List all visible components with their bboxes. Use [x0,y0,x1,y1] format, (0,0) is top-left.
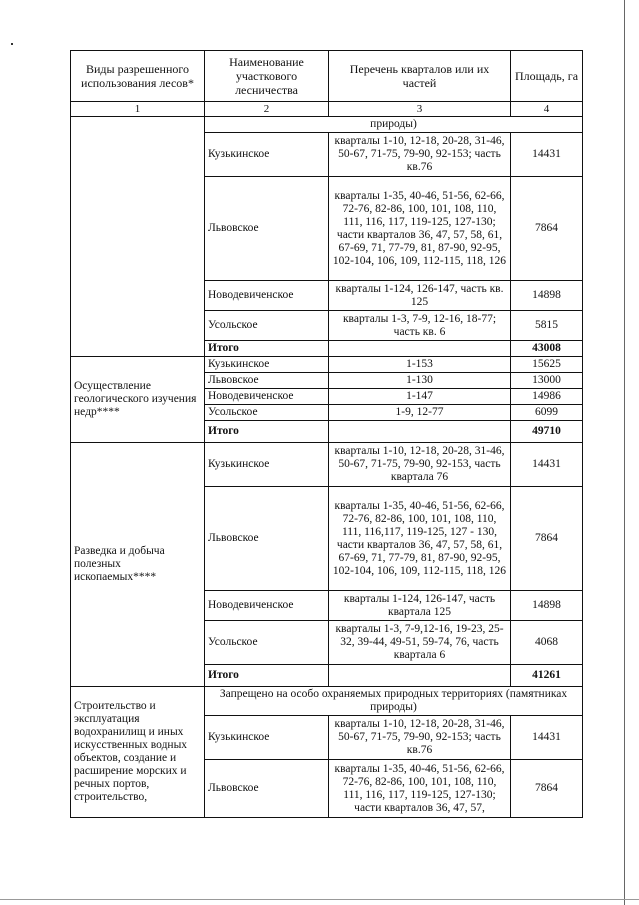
quarters-list: 1-153 [329,357,511,373]
quarters-list: 1-9, 12-77 [329,405,511,421]
forestry-name: Кузькинское [205,133,329,177]
table-row [71,443,583,487]
total-label: Итого [205,665,329,687]
area-value: 14898 [511,281,583,311]
area-value: 7864 [511,487,583,591]
header-use-type: Виды разрешенного использования лесов* [71,51,205,102]
forest-use-table [70,50,583,818]
column-number: 1 [71,102,205,117]
use-type-cell: Разведка и добыча полезных ископаемых**** [71,443,205,687]
quarters-list: кварталы 1-10, 12-18, 20-28, 31-46, 50-67, 71-75, 79-90, 92-153; часть кв.76 [329,716,511,760]
use-type-cell: Строительство и эксплуатация водохранилищ и иных искусственных водных объектов, создание и расширение морских и речных портов, строительство, [71,687,205,818]
area-value: 5815 [511,311,583,341]
forestry-name: Усольское [205,405,329,421]
empty-cell [329,421,511,443]
header-row [71,51,583,102]
empty-cell [329,341,511,357]
quarters-list: кварталы 1-10, 12-18, 20-28, 31-46, 50-67, 71-75, 79-90, 92-153, часть квартала 76 [329,443,511,487]
forestry-name: Новодевиченское [205,389,329,405]
quarters-list: кварталы 1-3, 7-9, 12-16, 18-77; часть кв. 6 [329,311,511,341]
quarters-list: кварталы 1-10, 12-18, 20-28, 31-46, 50-67, 71-75, 79-90, 92-153; часть кв.76 [329,133,511,177]
area-value: 14898 [511,591,583,621]
quarters-list: 1-130 [329,373,511,389]
prohibition-banner: Запрещено на особо охраняемых природных территориях (памятниках природы) [205,687,583,716]
table-row [71,357,583,373]
column-number-row [71,102,583,117]
quarters-list: 1-147 [329,389,511,405]
use-type-cell [71,117,205,357]
forestry-name: Львовское [205,487,329,591]
area-value: 14431 [511,443,583,487]
scan-artifact-dot [11,43,13,45]
scan-edge-line [624,0,625,905]
quarters-list: кварталы 1-124, 126-147, часть кв. 125 [329,281,511,311]
area-value: 15625 [511,357,583,373]
forestry-name: Львовское [205,177,329,281]
header-forestry: Наименование участкового лесничества [205,51,329,102]
forestry-name: Усольское [205,311,329,341]
table-row [71,117,583,133]
continuation-cell: природы) [205,117,583,133]
area-value: 13000 [511,373,583,389]
forestry-name: Кузькинское [205,716,329,760]
forestry-name: Кузькинское [205,357,329,373]
quarters-list: кварталы 1-35, 40-46, 51-56, 62-66, 72-76, 82-86, 100, 101, 108, 110, 111, 116, 117, 119-125, 127-130; части кварталов 36, 47, 57, [329,760,511,818]
total-label: Итого [205,421,329,443]
quarters-list: кварталы 1-35, 40-46, 51-56, 62-66, 72-76, 82-86, 100, 101, 108, 110, 111, 116,117, 119-125, 127 - 130, части кварталов 36, 47, 57, 58, 61, 67-69, 71, 77-79, 81, 87-90, 92-95, 102-104, 106, 109, 112-115, 118, 126 [329,487,511,591]
area-value: 7864 [511,177,583,281]
area-value: 6099 [511,405,583,421]
forestry-name: Кузькинское [205,443,329,487]
area-value: 4068 [511,621,583,665]
forestry-name: Львовское [205,760,329,818]
forestry-name: Новодевиченское [205,591,329,621]
forestry-name: Львовское [205,373,329,389]
area-value: 14431 [511,716,583,760]
quarters-list: кварталы 1-3, 7-9,12-16, 19-23, 25-32, 39-44, 49-51, 59-74, 76, часть квартала 6 [329,621,511,665]
quarters-list: кварталы 1-124, 126-147, часть квартала 125 [329,591,511,621]
total-label: Итого [205,341,329,357]
quarters-list: кварталы 1-35, 40-46, 51-56, 62-66, 72-76, 82-86, 100, 101, 108, 110, 111, 116, 117, 119-125, 127-130; части кварталов 36, 47, 57, 58, 61, 67-69, 71, 77-79, 81, 87-90, 92-95, 102-104, 106, 109, 112-115, 118, 126 [329,177,511,281]
header-quarters: Перечень кварталов или их частей [329,51,511,102]
scan-bottom-line [0,899,639,900]
total-value: 43008 [511,341,583,357]
forestry-name: Усольское [205,621,329,665]
use-type-cell: Осуществление геологического изучения недр**** [71,357,205,443]
area-value: 14986 [511,389,583,405]
forestry-name: Новодевиченское [205,281,329,311]
column-number: 4 [511,102,583,117]
column-number: 3 [329,102,511,117]
header-area: Площадь, га [511,51,583,102]
total-value: 41261 [511,665,583,687]
total-value: 49710 [511,421,583,443]
column-number: 2 [205,102,329,117]
table-row [71,687,583,716]
area-value: 14431 [511,133,583,177]
empty-cell [329,665,511,687]
area-value: 7864 [511,760,583,818]
